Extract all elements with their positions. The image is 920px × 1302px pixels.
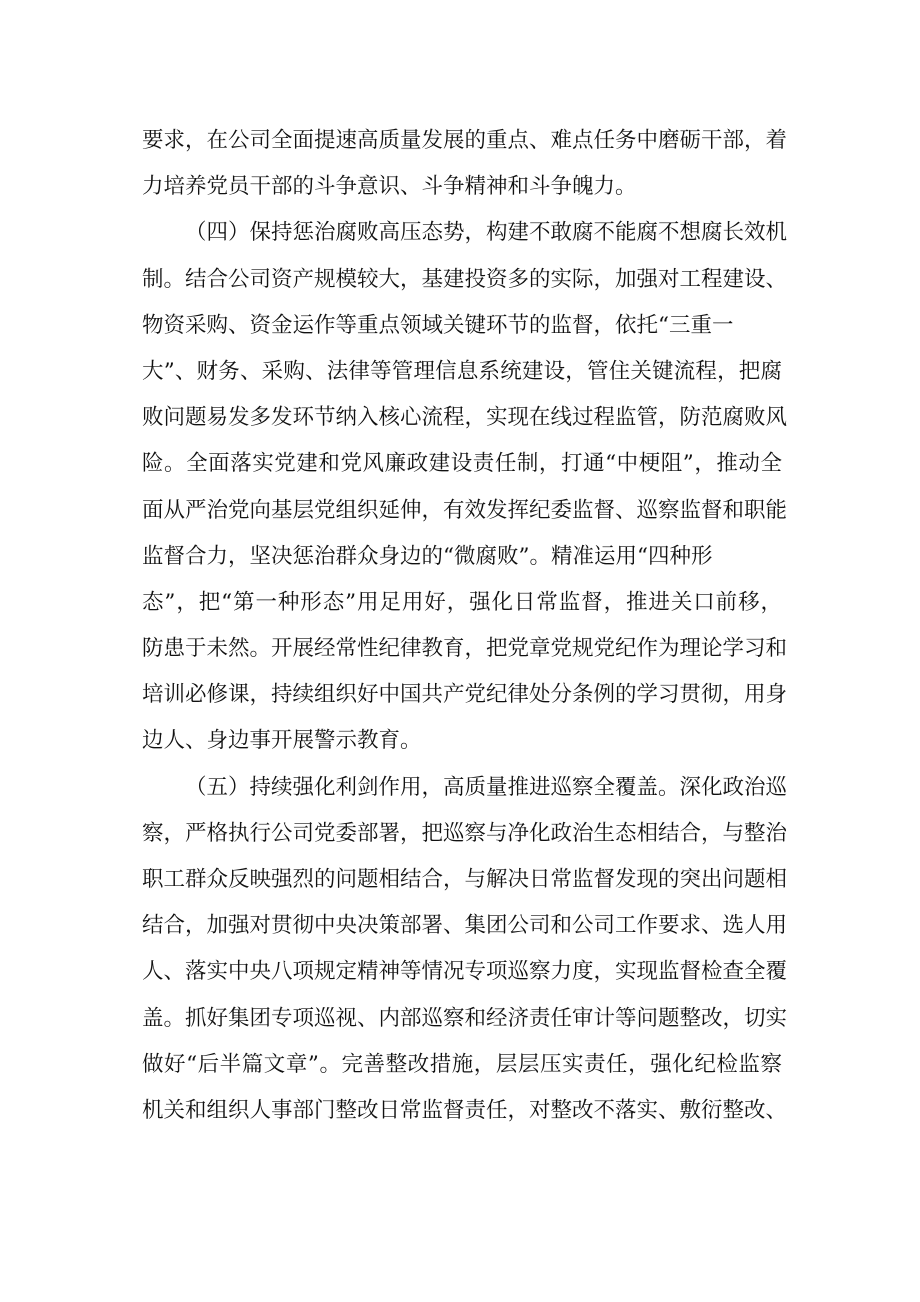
text-line: 要求，在公司全面提速高质量发展的重点、难点任务中磨砺干部，着: [142, 128, 788, 153]
text-line: 边人、身边事开展警示教育。: [142, 728, 422, 754]
body-text: [142, 118, 788, 1134]
text-line: 职工群众反映强烈的问题相结合，与解决日常监督发现的突出问题相: [142, 867, 788, 892]
text-line: 察，严格执行公司党委部署，把巡察与净化政治生态相结合，与整治: [142, 820, 788, 846]
text-line: 败问题易发多发环节纳入核心流程，实现在线过程监管，防范腐败风: [142, 405, 788, 431]
text-line: 险。全面落实党建和党风廉政建设责任制，打通“中梗阻”，推动全: [142, 451, 782, 477]
section-heading-line: （四）保持惩治腐败高压态势，构建不敢腐不能腐不想腐长效机: [185, 220, 788, 246]
text-line: 培训必修课，持续组织好中国共产党纪律处分条例的学习贯彻，用身: [142, 682, 788, 708]
text-line: 做好“后半篇文章”。完善整改措施，层层压实责任，强化纪检监察: [142, 1051, 782, 1077]
text-line: 监督合力，坚决惩治群众身边的“微腐败”。精准运用“四种形: [142, 543, 713, 569]
section-heading-line: （五）持续强化利剑作用，高质量推进巡察全覆盖。深化政治巡: [185, 774, 788, 800]
text-line: 盖。抓好集团专项巡视、内部巡察和经济责任审计等问题整改，切实: [142, 1005, 788, 1031]
text-line: 制。结合公司资产规模较大，基建投资多的实际，加强对工程建设、: [142, 266, 788, 292]
text-line: 人、落实中央八项规定精神等情况专项巡察力度，实现监督检查全覆: [142, 959, 788, 985]
text-line: 面从严治党向基层党组织延伸，有效发挥纪委监督、巡察监督和职能: [142, 497, 788, 523]
text-line: 机关和组织人事部门整改日常监督责任，对整改不落实、敷衍整改、: [142, 1097, 788, 1123]
text-line: 物资采购、资金运作等重点领域关键环节的监督，依托“三重一: [142, 312, 734, 338]
text-line: 态”，把“第一种形态”用足用好，强化日常监督，推进关口前移，: [142, 589, 782, 615]
text-line: 结合，加强对贯彻中央决策部署、集团公司和公司工作要求、选人用: [142, 913, 788, 939]
text-line: 防患于未然。开展经常性纪律教育，把党章党规党纪作为理论学习和: [142, 636, 788, 662]
text-line: 大”、财务、采购、法律等管理信息系统建设，管住关键流程，把腐: [142, 358, 782, 384]
text-line: 力培养党员干部的斗争意识、斗争精神和斗争魄力。: [142, 174, 637, 200]
